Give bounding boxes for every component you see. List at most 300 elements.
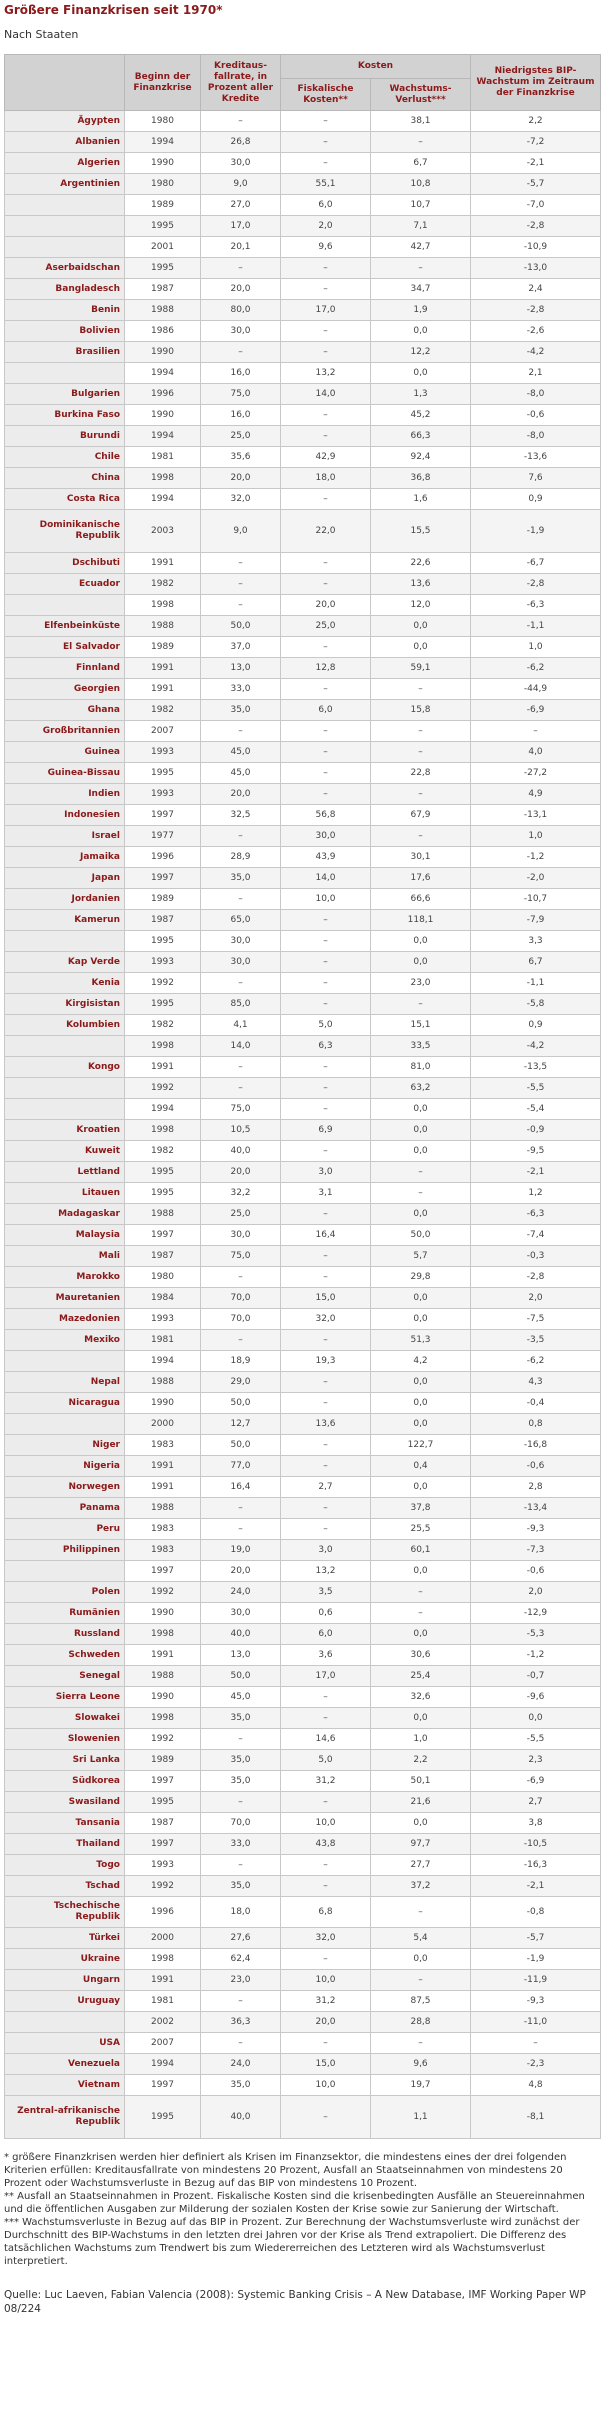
cell-credit-default: 14,0	[201, 1036, 281, 1057]
cell-year: 1998	[125, 468, 201, 489]
cell-growth-loss: 34,7	[371, 279, 471, 300]
cell-country	[5, 195, 125, 216]
cell-credit-default: 80,0	[201, 300, 281, 321]
cell-credit-default: 13,0	[201, 658, 281, 679]
cell-year: 1994	[125, 363, 201, 384]
cell-country: Schweden	[5, 1645, 125, 1666]
cell-year: 1996	[125, 847, 201, 868]
cell-fiscal-costs: –	[281, 1435, 371, 1456]
table-row	[5, 1078, 601, 1099]
table-row	[5, 1855, 601, 1876]
cell-country: Bangladesch	[5, 279, 125, 300]
cell-fiscal-costs: 42,9	[281, 447, 371, 468]
cell-credit-default: –	[201, 1991, 281, 2012]
cell-fiscal-costs: –	[281, 321, 371, 342]
cell-year: 1989	[125, 195, 201, 216]
cell-year: 1992	[125, 1729, 201, 1750]
cell-gdp-growth: -0,6	[471, 1561, 601, 1582]
cell-year: 1995	[125, 1162, 201, 1183]
cell-growth-loss: 50,0	[371, 1225, 471, 1246]
cell-fiscal-costs: 31,2	[281, 1991, 371, 2012]
cell-growth-loss: –	[371, 994, 471, 1015]
cell-credit-default: 16,0	[201, 363, 281, 384]
cell-credit-default: 50,0	[201, 1393, 281, 1414]
cell-growth-loss: 12,2	[371, 342, 471, 363]
cell-fiscal-costs: –	[281, 342, 371, 363]
cell-year: 1995	[125, 931, 201, 952]
cell-fiscal-costs: –	[281, 973, 371, 994]
cell-growth-loss: 5,4	[371, 1928, 471, 1949]
cell-credit-default: 45,0	[201, 1687, 281, 1708]
cell-fiscal-costs: 12,8	[281, 658, 371, 679]
cell-country: Vietnam	[5, 2075, 125, 2096]
cell-country: Senegal	[5, 1666, 125, 1687]
cell-fiscal-costs: –	[281, 1057, 371, 1078]
cell-fiscal-costs: –	[281, 258, 371, 279]
cell-country: Ukraine	[5, 1949, 125, 1970]
cell-growth-loss: 50,1	[371, 1771, 471, 1792]
cell-credit-default: –	[201, 2033, 281, 2054]
cell-credit-default: –	[201, 574, 281, 595]
cell-year: 1993	[125, 1855, 201, 1876]
cell-credit-default: 27,0	[201, 195, 281, 216]
table-row	[5, 1624, 601, 1645]
table-row	[5, 805, 601, 826]
cell-country	[5, 931, 125, 952]
cell-fiscal-costs: –	[281, 952, 371, 973]
cell-credit-default: 32,0	[201, 489, 281, 510]
cell-credit-default: 65,0	[201, 910, 281, 931]
cell-growth-loss: 37,2	[371, 1876, 471, 1897]
cell-country: Jordanien	[5, 889, 125, 910]
cell-growth-loss: 28,8	[371, 2012, 471, 2033]
cell-year: 2000	[125, 1928, 201, 1949]
header-country	[5, 55, 125, 111]
cell-growth-loss: –	[371, 826, 471, 847]
cell-growth-loss: 0,0	[371, 1372, 471, 1393]
table-row	[5, 637, 601, 658]
cell-gdp-growth: –	[471, 2033, 601, 2054]
cell-credit-default: 50,0	[201, 1666, 281, 1687]
header-gdp-growth: Niedrigstes BIP-Wachstum im Zeitraum der Finanzkrise	[471, 55, 601, 111]
cell-fiscal-costs: 56,8	[281, 805, 371, 826]
cell-country: Burkina Faso	[5, 405, 125, 426]
cell-fiscal-costs: 16,4	[281, 1225, 371, 1246]
cell-year: 1990	[125, 1393, 201, 1414]
cell-growth-loss: 97,7	[371, 1834, 471, 1855]
table-row	[5, 237, 601, 258]
cell-growth-loss: 36,8	[371, 468, 471, 489]
cell-credit-default: –	[201, 111, 281, 132]
cell-fiscal-costs: –	[281, 1078, 371, 1099]
cell-gdp-growth: -2,8	[471, 300, 601, 321]
cell-country: Panama	[5, 1498, 125, 1519]
cell-growth-loss: 0,0	[371, 931, 471, 952]
table-row	[5, 1183, 601, 1204]
cell-credit-default: –	[201, 1792, 281, 1813]
cell-credit-default: –	[201, 1267, 281, 1288]
cell-fiscal-costs: 3,1	[281, 1183, 371, 1204]
cell-year: 1983	[125, 1540, 201, 1561]
table-row	[5, 1309, 601, 1330]
cell-credit-default: 30,0	[201, 1225, 281, 1246]
cell-year: 1997	[125, 2075, 201, 2096]
cell-gdp-growth: -10,7	[471, 889, 601, 910]
cell-credit-default: 45,0	[201, 763, 281, 784]
cell-country: Marokko	[5, 1267, 125, 1288]
cell-gdp-growth: -7,5	[471, 1309, 601, 1330]
cell-credit-default: 27,6	[201, 1928, 281, 1949]
cell-year: 1993	[125, 1309, 201, 1330]
cell-fiscal-costs: 25,0	[281, 616, 371, 637]
cell-gdp-growth: -5,3	[471, 1624, 601, 1645]
cell-country: Argentinien	[5, 174, 125, 195]
cell-credit-default: –	[201, 1498, 281, 1519]
cell-growth-loss: 92,4	[371, 447, 471, 468]
cell-growth-loss: 30,1	[371, 847, 471, 868]
cell-country	[5, 363, 125, 384]
cell-growth-loss: 10,8	[371, 174, 471, 195]
cell-country: Swasiland	[5, 1792, 125, 1813]
cell-country	[5, 1078, 125, 1099]
cell-year: 1983	[125, 1435, 201, 1456]
cell-fiscal-costs: –	[281, 931, 371, 952]
table-row	[5, 1949, 601, 1970]
page	[0, 2, 604, 2316]
cell-credit-default: –	[201, 553, 281, 574]
cell-gdp-growth: -7,2	[471, 132, 601, 153]
cell-fiscal-costs: –	[281, 1687, 371, 1708]
cell-country: Kirgisistan	[5, 994, 125, 1015]
table-row	[5, 1792, 601, 1813]
table-row	[5, 847, 601, 868]
cell-growth-loss: 15,8	[371, 700, 471, 721]
cell-gdp-growth: -13,4	[471, 1498, 601, 1519]
cell-country: Tschechische Republik	[5, 1897, 125, 1928]
cell-year: 1993	[125, 952, 201, 973]
cell-credit-default: 19,0	[201, 1540, 281, 1561]
table-row	[5, 342, 601, 363]
cell-growth-loss: 27,7	[371, 1855, 471, 1876]
cell-year: 1981	[125, 1991, 201, 2012]
cell-growth-loss: 13,6	[371, 574, 471, 595]
cell-gdp-growth: -5,5	[471, 1729, 601, 1750]
cell-gdp-growth: -6,2	[471, 658, 601, 679]
cell-year: 1977	[125, 826, 201, 847]
cell-growth-loss: 0,0	[371, 321, 471, 342]
cell-gdp-growth: 0,8	[471, 1414, 601, 1435]
cell-growth-loss: –	[371, 1162, 471, 1183]
table-row	[5, 1876, 601, 1897]
table-row	[5, 111, 601, 132]
cell-growth-loss: 67,9	[371, 805, 471, 826]
cell-year: 1984	[125, 1288, 201, 1309]
table-row	[5, 2075, 601, 2096]
cell-gdp-growth: -13,6	[471, 447, 601, 468]
cell-growth-loss: 0,0	[371, 1414, 471, 1435]
table-row	[5, 1991, 601, 2012]
cell-fiscal-costs: 5,0	[281, 1015, 371, 1036]
cell-growth-loss: 23,0	[371, 973, 471, 994]
cell-gdp-growth: 2,7	[471, 1792, 601, 1813]
cell-fiscal-costs: –	[281, 153, 371, 174]
cell-country: Venezuela	[5, 2054, 125, 2075]
cell-fiscal-costs: 6,0	[281, 1624, 371, 1645]
cell-gdp-growth: -4,2	[471, 1036, 601, 1057]
cell-credit-default: 35,0	[201, 700, 281, 721]
cell-growth-loss: 0,0	[371, 1099, 471, 1120]
table-row	[5, 132, 601, 153]
table-row	[5, 510, 601, 553]
table-row	[5, 1687, 601, 1708]
cell-credit-default: –	[201, 258, 281, 279]
cell-growth-loss: 0,0	[371, 1949, 471, 1970]
cell-gdp-growth: -0,8	[471, 1897, 601, 1928]
cell-gdp-growth: -1,9	[471, 1949, 601, 1970]
cell-gdp-growth: -2,8	[471, 216, 601, 237]
cell-fiscal-costs: 32,0	[281, 1928, 371, 1949]
cell-credit-default: 32,2	[201, 1183, 281, 1204]
cell-year: 1995	[125, 216, 201, 237]
cell-credit-default: 13,0	[201, 1645, 281, 1666]
cell-credit-default: 32,5	[201, 805, 281, 826]
cell-gdp-growth: -6,7	[471, 553, 601, 574]
table-row	[5, 595, 601, 616]
table-row	[5, 574, 601, 595]
cell-year: 1997	[125, 1225, 201, 1246]
cell-credit-default: 16,4	[201, 1477, 281, 1498]
table-row	[5, 1498, 601, 1519]
cell-fiscal-costs: 20,0	[281, 2012, 371, 2033]
cell-credit-default: 30,0	[201, 153, 281, 174]
cell-credit-default: 10,5	[201, 1120, 281, 1141]
table-row	[5, 1351, 601, 1372]
cell-gdp-growth: -10,9	[471, 237, 601, 258]
cell-fiscal-costs: –	[281, 784, 371, 805]
cell-gdp-growth: -4,2	[471, 342, 601, 363]
cell-fiscal-costs: –	[281, 1855, 371, 1876]
cell-year: 1992	[125, 973, 201, 994]
cell-gdp-growth: -13,5	[471, 1057, 601, 1078]
cell-country: Bolivien	[5, 321, 125, 342]
table-row	[5, 300, 601, 321]
cell-growth-loss: 60,1	[371, 1540, 471, 1561]
cell-growth-loss: 32,6	[371, 1687, 471, 1708]
cell-fiscal-costs: –	[281, 721, 371, 742]
cell-growth-loss: 0,0	[371, 1477, 471, 1498]
cell-credit-default: 77,0	[201, 1456, 281, 1477]
cell-gdp-growth: -27,2	[471, 763, 601, 784]
cell-country: Kuweit	[5, 1141, 125, 1162]
cell-credit-default: 9,0	[201, 510, 281, 553]
cell-growth-loss: 42,7	[371, 237, 471, 258]
cell-growth-loss: 118,1	[371, 910, 471, 931]
cell-year: 1987	[125, 1246, 201, 1267]
cell-gdp-growth: 6,7	[471, 952, 601, 973]
cell-growth-loss: 9,6	[371, 2054, 471, 2075]
cell-growth-loss: 6,7	[371, 153, 471, 174]
cell-fiscal-costs: 3,5	[281, 1582, 371, 1603]
table-row	[5, 1015, 601, 1036]
cell-year: 1998	[125, 595, 201, 616]
cell-fiscal-costs: –	[281, 1949, 371, 1970]
cell-growth-loss: 0,0	[371, 1393, 471, 1414]
cell-fiscal-costs: 32,0	[281, 1309, 371, 1330]
cell-country: Finnland	[5, 658, 125, 679]
cell-credit-default: –	[201, 595, 281, 616]
cell-country: Niger	[5, 1435, 125, 1456]
cell-fiscal-costs: –	[281, 637, 371, 658]
cell-fiscal-costs: 15,0	[281, 1288, 371, 1309]
table-row	[5, 1813, 601, 1834]
cell-fiscal-costs: 14,0	[281, 868, 371, 889]
cell-country: Chile	[5, 447, 125, 468]
cell-country: Sierra Leone	[5, 1687, 125, 1708]
cell-fiscal-costs: –	[281, 1204, 371, 1225]
cell-country	[5, 1099, 125, 1120]
cell-country: Madagaskar	[5, 1204, 125, 1225]
cell-growth-loss: 0,0	[371, 1288, 471, 1309]
cell-year: 2002	[125, 2012, 201, 2033]
cell-year: 1992	[125, 1876, 201, 1897]
cell-credit-default: –	[201, 721, 281, 742]
footnotes	[4, 2151, 600, 2268]
cell-growth-loss: –	[371, 742, 471, 763]
table-row	[5, 216, 601, 237]
cell-growth-loss: 66,6	[371, 889, 471, 910]
cell-credit-default: –	[201, 1078, 281, 1099]
cell-year: 1991	[125, 658, 201, 679]
cell-country	[5, 237, 125, 258]
cell-growth-loss: 33,5	[371, 1036, 471, 1057]
table-row	[5, 195, 601, 216]
cell-fiscal-costs: 10,0	[281, 1970, 371, 1991]
cell-credit-default: 30,0	[201, 321, 281, 342]
table-row	[5, 1435, 601, 1456]
table-header	[5, 55, 601, 111]
cell-credit-default: 12,7	[201, 1414, 281, 1435]
table-row	[5, 616, 601, 637]
cell-gdp-growth: 2,2	[471, 111, 601, 132]
cell-year: 1981	[125, 447, 201, 468]
table-row	[5, 1771, 601, 1792]
cell-country: Kap Verde	[5, 952, 125, 973]
cell-country: Israel	[5, 826, 125, 847]
cell-country: Philippinen	[5, 1540, 125, 1561]
cell-fiscal-costs: 22,0	[281, 510, 371, 553]
footnote-3: *** Wachstumsverluste in Bezug auf das BIP in Prozent. Zur Berechnung der Wachstumsverluste wird zunächst der Durchschnitt des BIP-Wachstums in den letzten drei Jahren vor der Krise als Trend extrapoliert. Die Differenz des tatsächlichen Wachstums zum Trendwert bis zum Wiedererreichen des Letzteren wird als Wachstumsverlust interpretiert.	[4, 2217, 580, 2267]
cell-credit-default: 33,0	[201, 679, 281, 700]
cell-year: 1994	[125, 1099, 201, 1120]
cell-gdp-growth: -8,0	[471, 426, 601, 447]
table-row	[5, 1330, 601, 1351]
header-fiscal-costs: Fiskalische Kosten**	[281, 79, 371, 111]
table-row	[5, 763, 601, 784]
cell-growth-loss: 66,3	[371, 426, 471, 447]
cell-gdp-growth: -2,6	[471, 321, 601, 342]
cell-year: 1997	[125, 1561, 201, 1582]
table-row	[5, 679, 601, 700]
source-citation: Quelle: Luc Laeven, Fabian Valencia (2008): Systemic Banking Crisis – A New Database, IMF Working Paper WP 08/224	[4, 2289, 586, 2315]
table-row	[5, 405, 601, 426]
footnote-1: * größere Finanzkrisen werden hier definiert als Krisen im Finanzsektor, die mindestens eines der drei folgenden Kriterien erfüllen: Kreditausfallrate von mindestens 20 Prozent, Ausfall an Staatseinnahmen von mindestens 20 Prozent oder Wachstumsverluste in Bezug auf das BIP von mindestens 10 Prozent.	[4, 2152, 567, 2189]
cell-gdp-growth: -2,3	[471, 2054, 601, 2075]
table-row	[5, 910, 601, 931]
cell-year: 1997	[125, 1771, 201, 1792]
cell-fiscal-costs: 5,0	[281, 1750, 371, 1771]
cell-credit-default: 70,0	[201, 1309, 281, 1330]
cell-fiscal-costs: –	[281, 489, 371, 510]
header-costs: Kosten	[281, 55, 471, 79]
cell-country: Thailand	[5, 1834, 125, 1855]
header-credit-default: Kreditaus-fallrate, in Prozent aller Kredite	[201, 55, 281, 111]
cell-fiscal-costs: 10,0	[281, 2075, 371, 2096]
cell-country: Malaysia	[5, 1225, 125, 1246]
cell-credit-default: –	[201, 342, 281, 363]
cell-growth-loss: 0,0	[371, 1141, 471, 1162]
cell-country: Albanien	[5, 132, 125, 153]
cell-credit-default: 40,0	[201, 1624, 281, 1645]
cell-year: 1992	[125, 1582, 201, 1603]
cell-year: 1981	[125, 1330, 201, 1351]
cell-year: 1995	[125, 258, 201, 279]
cell-year: 1983	[125, 1519, 201, 1540]
cell-growth-loss: 1,1	[371, 2096, 471, 2139]
header-year: Beginn der Finanzkrise	[125, 55, 201, 111]
cell-credit-default: 40,0	[201, 1141, 281, 1162]
cell-growth-loss: 1,0	[371, 1729, 471, 1750]
cell-year: 2007	[125, 721, 201, 742]
cell-year: 2001	[125, 237, 201, 258]
cell-fiscal-costs: –	[281, 132, 371, 153]
cell-credit-default: 35,0	[201, 1750, 281, 1771]
table-row	[5, 2033, 601, 2054]
cell-credit-default: 62,4	[201, 1949, 281, 1970]
cell-credit-default: 20,0	[201, 468, 281, 489]
cell-country: Ägypten	[5, 111, 125, 132]
cell-credit-default: 35,6	[201, 447, 281, 468]
cell-year: 1994	[125, 132, 201, 153]
cell-gdp-growth: -6,9	[471, 1771, 601, 1792]
cell-gdp-growth: 4,0	[471, 742, 601, 763]
cell-country: Mali	[5, 1246, 125, 1267]
cell-fiscal-costs: –	[281, 1267, 371, 1288]
cell-year: 1982	[125, 574, 201, 595]
cell-gdp-growth: -2,0	[471, 868, 601, 889]
cell-credit-default: 35,0	[201, 2075, 281, 2096]
cell-gdp-growth: -3,5	[471, 1330, 601, 1351]
cell-gdp-growth: -2,1	[471, 1876, 601, 1897]
table-row	[5, 468, 601, 489]
cell-gdp-growth: -13,0	[471, 258, 601, 279]
cell-year: 1997	[125, 868, 201, 889]
cell-growth-loss: –	[371, 1970, 471, 1991]
table-row	[5, 1288, 601, 1309]
cell-country: Mauretanien	[5, 1288, 125, 1309]
cell-gdp-growth: -2,1	[471, 1162, 601, 1183]
cell-gdp-growth: -5,7	[471, 1928, 601, 1949]
footnote-2: ** Ausfall an Staatseinnahmen in Prozent. Fiskalische Kosten sind die krisenbedingten Ausfälle an Steuereinnahmen und die öffentlichen Ausgaben zur Milderung der sozialen Kosten der Krise sowie zur Sanierung der Wirtschaft.	[4, 2191, 585, 2215]
cell-growth-loss: 25,5	[371, 1519, 471, 1540]
table-row	[5, 994, 601, 1015]
cell-fiscal-costs: –	[281, 1246, 371, 1267]
cell-growth-loss: 0,0	[371, 1120, 471, 1141]
cell-growth-loss: 0,0	[371, 363, 471, 384]
cell-fiscal-costs: 6,0	[281, 700, 371, 721]
cell-year: 1994	[125, 426, 201, 447]
cell-fiscal-costs: –	[281, 279, 371, 300]
cell-credit-default: 36,3	[201, 2012, 281, 2033]
